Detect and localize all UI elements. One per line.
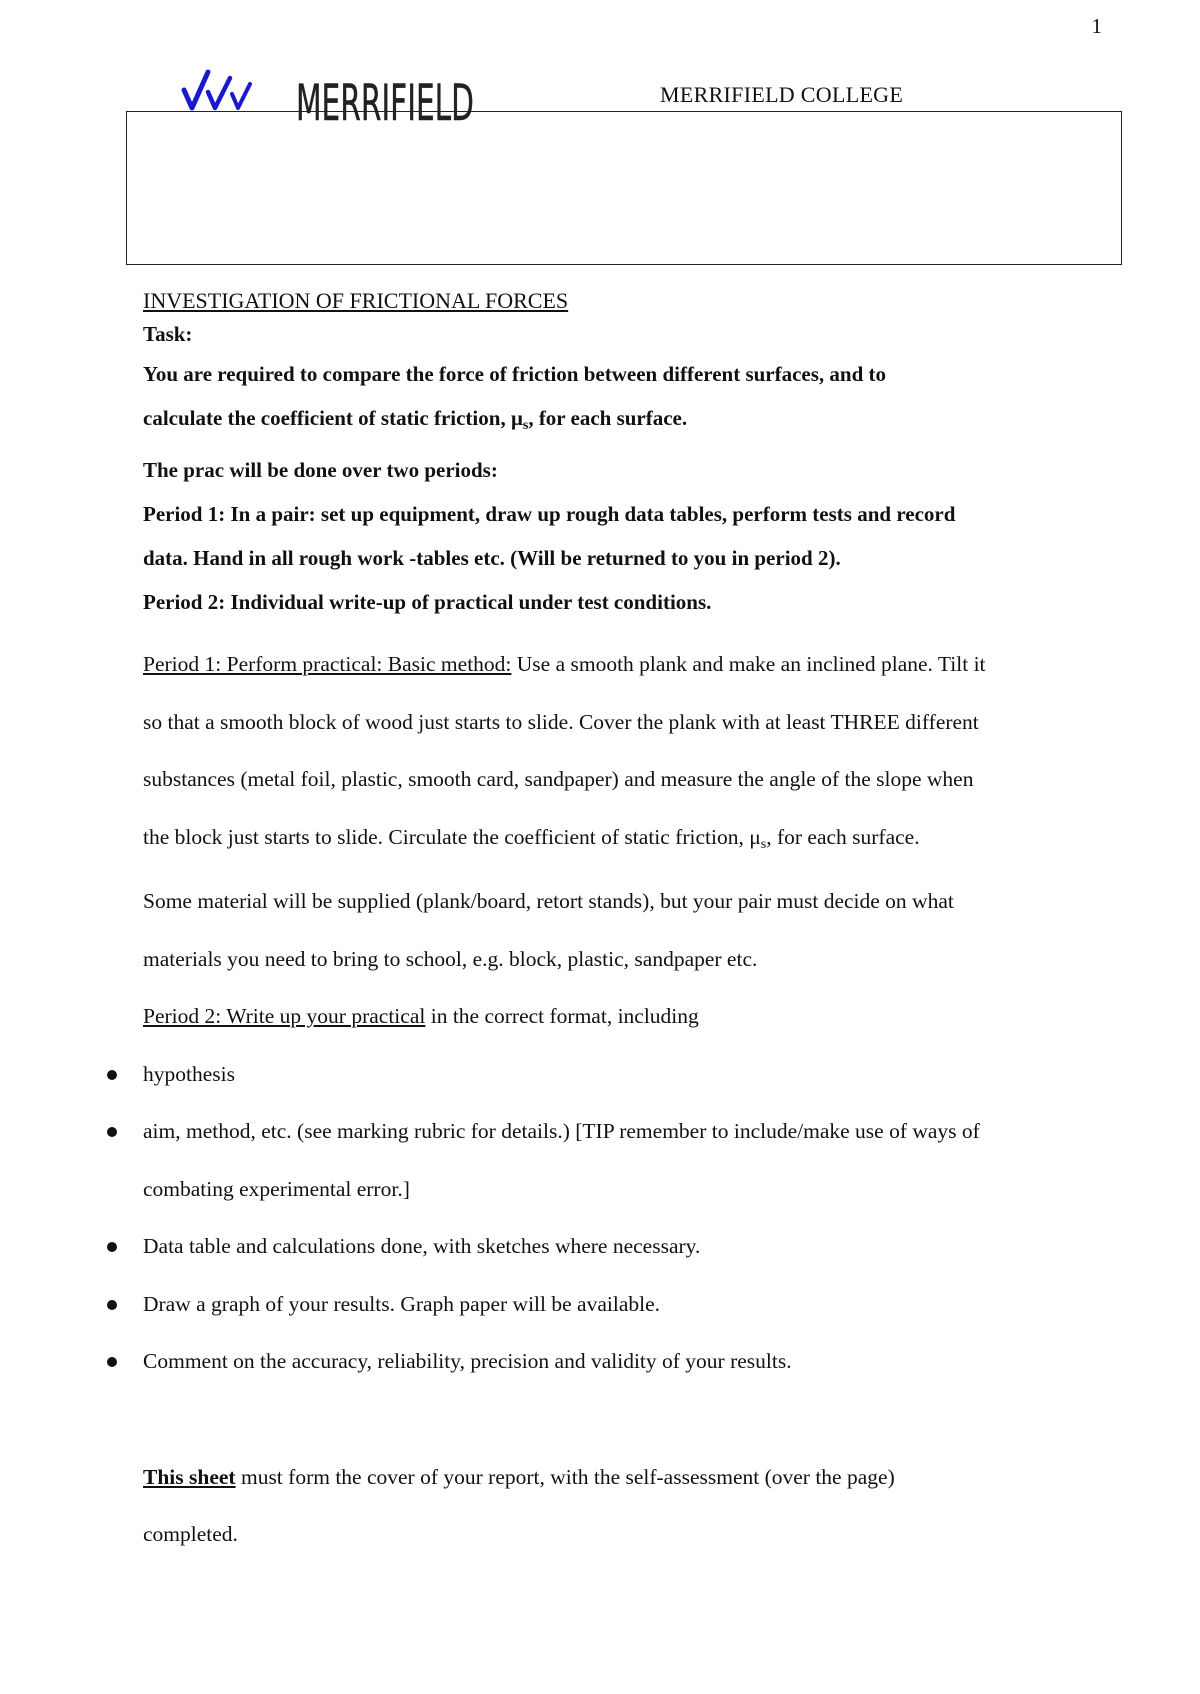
list-item-text: combating experimental error.] [143, 1176, 410, 1201]
list-item [143, 1276, 1118, 1334]
period1-line-2: so that a smooth block of wood just starts to slide. Cover the plank with at least THREE different [143, 709, 979, 734]
document-title: INVESTIGATION OF FRICTIONAL FORCES [143, 288, 569, 313]
period1-line-5: Some material will be supplied (plank/board, retort stands), but your pair must decide on what [143, 889, 954, 913]
mu-subscript: s [522, 418, 529, 433]
task-line-3: The prac will be done over two periods: [143, 458, 498, 482]
list-item [143, 1046, 1118, 1104]
period1-line-1 [143, 636, 1118, 694]
list-item [143, 1333, 1118, 1391]
list-item [143, 1103, 1118, 1161]
cover-note-text: must form the cover of your report, with the self-assessment (over the page) [235, 1464, 895, 1489]
cover-note [143, 1449, 1118, 1564]
list-item-continuation [143, 1161, 1118, 1219]
task-heading: Task: [143, 322, 193, 346]
list-item-text: Data table and calculations done, with sketches where necessary. [143, 1234, 701, 1258]
list-item [143, 1218, 1118, 1276]
task-line-1: You are required to compare the force of friction between different surfaces, and to [143, 362, 887, 386]
task-line-4: Period 1: In a pair: set up equipment, draw up rough data tables, perform tests and record [143, 502, 956, 526]
header-box [126, 111, 1122, 265]
logo-wordmark: MERRIFIELD [296, 74, 474, 132]
bullet-icon [107, 1242, 117, 1252]
task-line-2-end: , for each surface. [528, 406, 688, 430]
college-logo [178, 68, 488, 132]
this-sheet-label: This sheet [143, 1464, 236, 1489]
bullet-icon [107, 1300, 117, 1310]
period1-line-4-end: , for each surface. [766, 824, 920, 849]
period2-heading: Period 2: Write up your practical [143, 1004, 426, 1028]
list-item-text: hypothesis [143, 1061, 235, 1086]
task-line-5: data. Hand in all rough work -tables etc. (Will be returned to you in period 2). [143, 546, 841, 570]
task-section [143, 316, 1118, 624]
bullet-icon [107, 1070, 117, 1080]
task-line-6: Period 2: Individual write-up of practical under test conditions. [143, 590, 712, 614]
page-number: 1 [1091, 14, 1102, 38]
list-item-text: Comment on the accuracy, reliability, precision and validity of your results. [143, 1349, 792, 1373]
period1-line-1-text: Use a smooth plank and make an inclined plane. Tilt it [511, 652, 986, 676]
requirements-list [143, 1046, 1118, 1391]
task-line-2-text: calculate the coefficient of static friction, μ [143, 406, 523, 430]
period2-intro [143, 988, 1118, 1046]
period1-heading: Period 1: Perform practical: Basic method: [143, 652, 512, 676]
bullet-icon [107, 1127, 117, 1137]
bullet-icon [107, 1357, 117, 1367]
list-item-text: aim, method, etc. (see marking rubric for details.) [TIP remember to include/make use of ways of [143, 1119, 980, 1143]
college-name: MERRIFIELD COLLEGE [660, 82, 904, 107]
task-line-2 [143, 396, 1118, 448]
period1-line-3: substances (metal foil, plastic, smooth card, sandpaper) and measure the angle of the slope when [143, 767, 974, 791]
mu-subscript: s [760, 836, 767, 852]
document-body [143, 286, 1118, 1564]
list-item-text: Draw a graph of your results. Graph paper will be available. [143, 1291, 661, 1316]
period1-line-4 [143, 809, 1118, 874]
period2-intro-text: in the correct format, including [425, 1004, 699, 1028]
period1-line-4-text: the block just starts to slide. Circulate the coefficient of static friction, μ [143, 824, 761, 849]
period1-section [143, 636, 1118, 1046]
cover-note-line-1 [143, 1449, 1118, 1507]
period1-line-6: materials you need to bring to school, e.g. block, plastic, sandpaper etc. [143, 946, 758, 971]
cover-note-line-2: completed. [143, 1522, 238, 1546]
